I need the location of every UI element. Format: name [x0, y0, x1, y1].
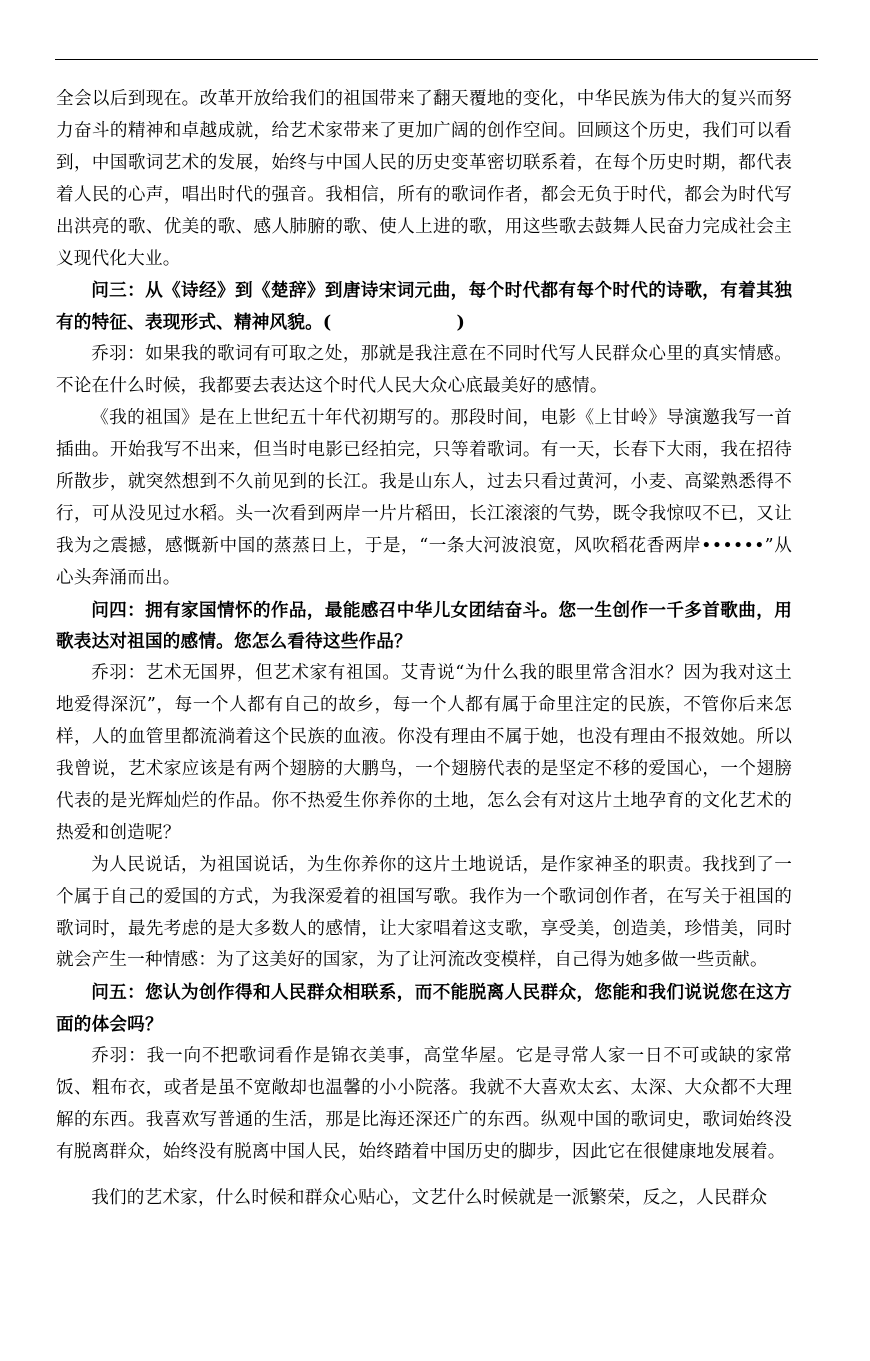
answer-5-paragraph-2: 我们的艺术家，什么时候和群众心贴心，文艺什么时候就是一派繁荣，反之，人民群众: [91, 1187, 768, 1208]
question-4: 问四：拥有家国情怀的作品，最能感召中华儿女团结奋斗。您一生创作一千多首歌曲，用歌表达对祖国的感情。您怎么看待这些作品？: [56, 599, 792, 653]
answer-4-paragraph-2: 为人民说话，为祖国说话，为生你养你的这片土地说话，是作家神圣的职责。我找到了一个属于自己的爱国的方式，为我深爱着的祖国写歌。我作为一个歌词创作者，在写关于祖国的歌词时，最先考虑的是大多数人的感情，让大家唱着这支歌，享受美，创造美，珍惜美，同时就会产生一种情感：为了这美好的国家，为了让河流改变模样，自己得为她多做一些贡献。: [56, 854, 792, 971]
header-rule: [55, 59, 818, 60]
answer-4-paragraph-1: 乔羽：艺术无国界，但艺术家有祖国。艾青说“为什么我的眼里常含泪水？因为我对这土地爱得深沉”，每一个人都有自己的故乡，每一个人都有属于命里注定的民族，不管你后来怎样，人的血管里都流淌着这个民族的血液。你没有理由不属于她，也没有理由不报效她。所以我曾说，艺术家应该是有两个翅膀的大鹏鸟，一个翅膀代表的是坚定不移的爱国心，一个翅膀代表的是光辉灿烂的作品。你不热爱生你养你的土地，怎么会有对这片土地孕育的文化艺术的热爱和创造呢？: [56, 663, 792, 843]
question-5: 问五：您认为创作得和人民群众相联系，而不能脱离人民群众，您能和我们说说您在这方面的体会吗？: [56, 982, 792, 1036]
question-3: [56, 275, 792, 339]
question-3-text: 问三：从《诗经》到《楚辞》到唐诗宋词元曲，每个时代都有每个时代的诗歌，有着其独有的特征、表现形式、精神风貌。(: [56, 280, 792, 334]
document-body: [56, 84, 792, 1215]
answer-5-paragraph-1: 乔羽：我一向不把歌词看作是锦衣美事，高堂华屋。它是寻常人家一日不可或缺的家常饭、粗布衣，或者是虽不宽敞却也温馨的小小院落。我就不大喜欢太玄、太深、大众都不大理解的东西。我喜欢写普通的生活，那是比海还深还广的东西。纵观中国的歌词史，歌词始终没有脱离群众，始终没有脱离中国人民，始终踏着中国历史的脚步，因此它在很健康地发展着。: [56, 1046, 792, 1162]
paragraph-continuation: 全会以后到现在。改革开放给我们的祖国带来了翻天覆地的变化，中华民族为伟大的复兴而努力奋斗的精神和卓越成就，给艺术家带来了更加广阔的创作空间。回顾这个历史，我们可以看到，中国歌词艺术的发展，始终与中国人民的历史变革密切联系着，在每个历史时期，都代表着人民的心声，唱出时代的强音。我相信，所有的歌词作者，都会无负于时代，都会为时代写出洪亮的歌、优美的歌、感人肺腑的歌、使人上进的歌，用这些歌去鼓舞人民奋力完成社会主义现代化大业。: [56, 89, 792, 269]
answer-3-paragraph-2: 《我的祖国》是在上世纪五十年代初期写的。那段时间，电影《上甘岭》导演邀我写一首插曲。开始我写不出来，但当时电影已经拍完，只等着歌词。有一天，长春下大雨，我在招待所散步，就突然想到不久前见到的长江。我是山东人，过去只看过黄河，小麦、高粱熟悉得不行，可从没见过水稻。头一次看到两岸一片片稻田，长江滚滚的气势，既令我惊叹不已，又让我为之震撼，感慨新中国的蒸蒸日上，于是，“一条大河波浪宽，风吹稻花香两岸••••••”从心头奔涌而出。: [56, 408, 792, 588]
question-3-close: ): [456, 312, 465, 334]
answer-3-paragraph-1: 乔羽：如果我的歌词有可取之处，那就是我注意在不同时代写人民群众心里的真实情感。不论在什么时候，我都要去表达这个时代人民大众心底最美好的感情。: [56, 344, 792, 397]
